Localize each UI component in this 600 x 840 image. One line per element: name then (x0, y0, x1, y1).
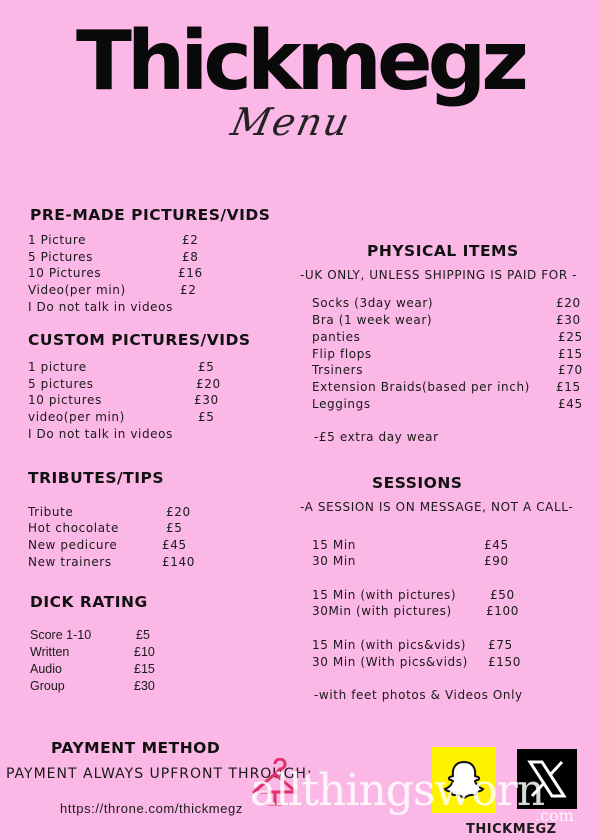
tributes-title: TRIBUTES/TIPS (28, 469, 165, 487)
list-item: panties £25 (312, 330, 583, 344)
brand-title: Thickmegz (75, 14, 525, 109)
list-item: 30Min (with pictures) £100 (312, 604, 519, 618)
list-item: Socks (3day wear) £20 (312, 296, 581, 310)
watermark-text: allthingsworn (250, 765, 545, 816)
custom-title: CUSTOM PICTURES/VIDS (28, 331, 251, 349)
list-item: 15 Min (with pictures) £50 (312, 588, 515, 602)
physical-title: PHYSICAL ITEMS (367, 242, 519, 260)
physical-subtitle: -UK ONLY, UNLESS SHIPPING IS PAID FOR - (300, 268, 578, 282)
list-item: 15 Min £45 (312, 538, 509, 552)
list-item: 5 Pictures £8 (28, 250, 199, 264)
sessions-subtitle: -A SESSION IS ON MESSAGE, NOT A CALL- (300, 500, 574, 514)
list-item: Video(per min) £2 (28, 283, 197, 297)
payment-text: PAYMENT ALWAYS UPFRONT THROUGH: (6, 766, 313, 782)
list-item: 5 pictures £20 (28, 377, 221, 391)
sessions-title: SESSIONS (372, 474, 463, 492)
list-item: Group £30 (30, 679, 155, 693)
menu-subtitle: Menu (227, 100, 356, 144)
list-item: Flip flops £15 (312, 347, 583, 361)
list-item: Score 1-10 £5 (30, 628, 150, 642)
list-item: Hot chocolate £5 (28, 521, 183, 535)
payment-title: PAYMENT METHOD (51, 739, 221, 757)
list-item: 1 picture £5 (28, 360, 215, 374)
list-item: 10 Pictures £16 (28, 266, 203, 280)
premade-note: I Do not talk in videos (28, 300, 173, 314)
list-item: Extension Braids(based per inch) £15 (312, 380, 581, 394)
list-item: Written £10 (30, 645, 155, 659)
list-item: 30 Min £90 (312, 554, 509, 568)
physical-note: -£5 extra day wear (314, 430, 439, 444)
list-item: video(per min) £5 (28, 410, 215, 424)
list-item: Trsiners £70 (312, 363, 583, 377)
custom-note: I Do not talk in videos (28, 427, 173, 441)
list-item: Tribute £20 (28, 505, 191, 519)
list-item: 1 Picture £2 (28, 233, 199, 247)
watermark-suffix: .com (535, 806, 574, 825)
list-item: 15 Min (with pics&vids) £75 (312, 638, 513, 652)
sessions-note: -with feet photos & Videos Only (314, 688, 523, 702)
social-handle: THICKMEGZ (466, 822, 557, 837)
list-item: Leggings £45 (312, 397, 583, 411)
list-item: Audio £15 (30, 662, 155, 676)
list-item: New pedicure £45 (28, 538, 187, 552)
list-item: 10 pictures £30 (28, 393, 219, 407)
premade-title: PRE-MADE PICTURES/VIDS (30, 206, 271, 224)
rating-title: DICK RATING (30, 593, 148, 611)
payment-link[interactable]: https://throne.com/thickmegz (60, 801, 243, 816)
list-item: Bra (1 week wear) £30 (312, 313, 581, 327)
list-item: 30 Min (With pics&vids) £150 (312, 655, 521, 669)
list-item: New trainers £140 (28, 555, 195, 569)
